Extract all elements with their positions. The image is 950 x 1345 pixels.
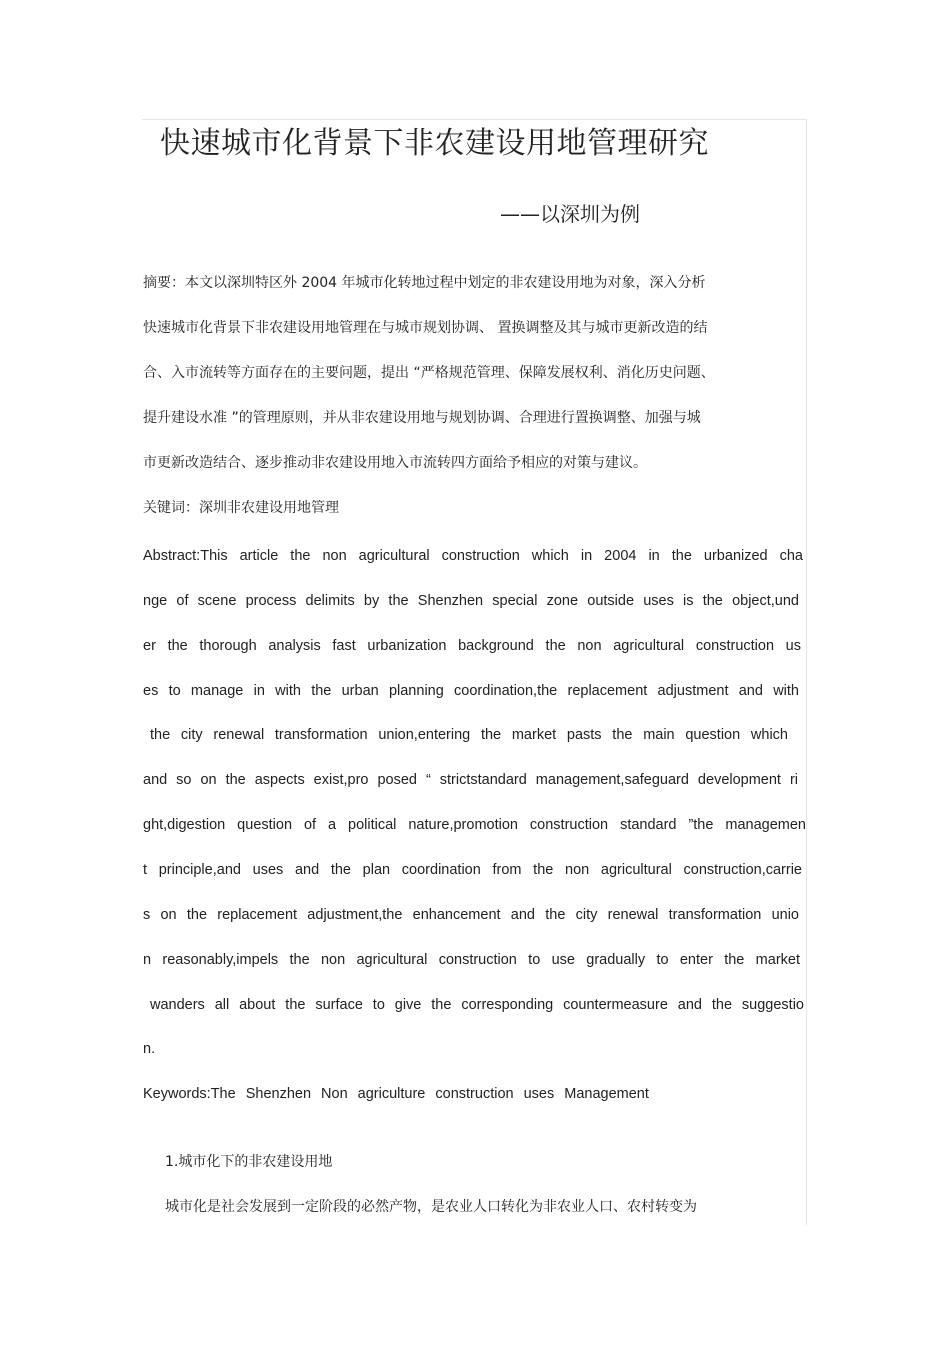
abstract-cn-line: 提升建设水准 ”的管理原则，并从非农建设用地与规划协调、合理进行置换调整、加强与城	[143, 410, 701, 426]
paper-title: 快速城市化背景下非农建设用地管理研究	[160, 126, 709, 161]
paper-subtitle: ——以深圳为例	[500, 202, 640, 226]
section-paragraph: 城市化是社会发展到一定阶段的必然产物，是农业人口转化为非农业人口、农村转变为	[165, 1199, 697, 1215]
abstract-en-line: n reasonably,impels the non agricultural construction to use gradually to enter the market	[143, 952, 800, 968]
abstract-en-line: the city renewal transformation union,entering the market pasts the main question which	[150, 727, 788, 743]
abstract-en-line: and so on the aspects exist,pro posed “ strictstandard management,safeguard development ri	[143, 772, 798, 788]
abstract-en-line: Abstract:This article the non agricultural construction which in 2004 in the urbanized cha	[143, 548, 803, 564]
keywords-en: Keywords:The Shenzhen Non agriculture construction uses Management	[143, 1086, 649, 1102]
abstract-en-line: nge of scene process delimits by the Shenzhen special zone outside uses is the object,und	[143, 593, 799, 609]
abstract-en-line: es to manage in with the urban planning coordination,the replacement adjustment and with	[143, 683, 799, 699]
abstract-cn-line: 市更新改造结合、逐步推动非农建设用地入市流转四方面给予相应的对策与建议。	[143, 455, 647, 471]
abstract-en-line: s on the replacement adjustment,the enhancement and the city renewal transformation unio	[143, 907, 799, 923]
section-heading: 1.城市化下的非农建设用地	[165, 1154, 333, 1170]
abstract-cn-line: 摘要：本文以深圳特区外 2004 年城市化转地过程中划定的非农建设用地为对象，深入分析	[143, 275, 706, 291]
abstract-en-line: n.	[143, 1041, 156, 1057]
abstract-en-line: t principle,and uses and the plan coordination from the non agricultural construction,carrie	[143, 862, 802, 878]
abstract-en-line: er the thorough analysis fast urbanization background the non agricultural construction us	[143, 638, 801, 654]
abstract-en-line: ght,digestion question of a political nature,promotion construction standard ”the managemen	[143, 817, 806, 833]
abstract-cn-line: 快速城市化背景下非农建设用地管理在与城市规划协调、 置换调整及其与城市更新改造的结	[143, 320, 708, 336]
abstract-cn-line: 合、入市流转等方面存在的主要问题，提出 “严格规范管理、保障发展权利、消化历史问题、	[143, 365, 715, 381]
keywords-cn: 关键词：深圳非农建设用地管理	[143, 500, 339, 516]
abstract-en-line: wanders all about the surface to give the corresponding countermeasure and the suggestio	[150, 997, 804, 1013]
